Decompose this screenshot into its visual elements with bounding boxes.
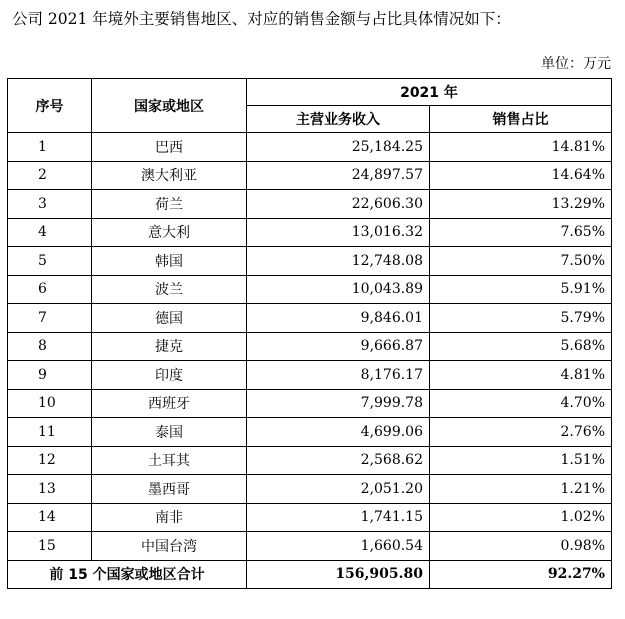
row-region: 荷兰 [92, 190, 247, 219]
row-no: 5 [8, 247, 92, 276]
header-row-1 [8, 79, 612, 106]
row-no: 14 [8, 503, 92, 532]
row-share: 5.68% [430, 332, 612, 361]
table-row [8, 475, 612, 504]
table-row [8, 161, 612, 190]
row-revenue: 2,568.62 [247, 446, 430, 475]
row-revenue: 10,043.89 [247, 275, 430, 304]
row-revenue: 1,741.15 [247, 503, 430, 532]
table-row [8, 389, 612, 418]
row-no: 15 [8, 532, 92, 561]
row-share: 0.98% [430, 532, 612, 561]
row-region: 德国 [92, 304, 247, 333]
table-row [8, 275, 612, 304]
row-share: 4.81% [430, 361, 612, 390]
unit-label: 单位：万元 [541, 56, 611, 72]
row-share: 14.64% [430, 161, 612, 190]
row-no: 12 [8, 446, 92, 475]
row-region: 捷克 [92, 332, 247, 361]
row-share: 5.91% [430, 275, 612, 304]
row-no: 10 [8, 389, 92, 418]
row-no: 1 [8, 133, 92, 162]
row-share: 1.21% [430, 475, 612, 504]
intro-text: 公司 2021 年境外主要销售地区、对应的销售金额与占比具体情况如下： [12, 10, 511, 28]
row-revenue: 4,699.06 [247, 418, 430, 447]
row-revenue: 9,846.01 [247, 304, 430, 333]
row-revenue: 24,897.57 [247, 161, 430, 190]
header-share: 销售占比 [430, 106, 612, 133]
total-revenue: 156,905.80 [247, 560, 430, 588]
table-row [8, 361, 612, 390]
row-revenue: 25,184.25 [247, 133, 430, 162]
row-share: 1.02% [430, 503, 612, 532]
total-label: 前 15 个国家或地区合计 [8, 560, 247, 588]
table-row [8, 446, 612, 475]
row-region: 波兰 [92, 275, 247, 304]
row-region: 墨西哥 [92, 475, 247, 504]
table-row [8, 418, 612, 447]
row-revenue: 2,051.20 [247, 475, 430, 504]
row-no: 7 [8, 304, 92, 333]
row-no: 9 [8, 361, 92, 390]
row-region: 巴西 [92, 133, 247, 162]
row-share: 7.50% [430, 247, 612, 276]
table-row [8, 503, 612, 532]
table-row [8, 304, 612, 333]
table-row [8, 247, 612, 276]
row-share: 1.51% [430, 446, 612, 475]
row-revenue: 9,666.87 [247, 332, 430, 361]
row-share: 5.79% [430, 304, 612, 333]
row-region: 土耳其 [92, 446, 247, 475]
row-region: 意大利 [92, 218, 247, 247]
header-no: 序号 [8, 79, 92, 133]
row-revenue: 12,748.08 [247, 247, 430, 276]
total-row [8, 560, 612, 588]
table-row [8, 133, 612, 162]
row-no: 13 [8, 475, 92, 504]
row-revenue: 13,016.32 [247, 218, 430, 247]
row-region: 澳大利亚 [92, 161, 247, 190]
header-year: 2021 年 [247, 79, 612, 106]
table-row [8, 190, 612, 219]
row-region: 西班牙 [92, 389, 247, 418]
row-revenue: 8,176.17 [247, 361, 430, 390]
row-region: 印度 [92, 361, 247, 390]
table-row [8, 532, 612, 561]
total-share: 92.27% [430, 560, 612, 588]
table-row [8, 218, 612, 247]
row-share: 14.81% [430, 133, 612, 162]
sales-table [7, 78, 612, 589]
row-region: 泰国 [92, 418, 247, 447]
row-no: 4 [8, 218, 92, 247]
row-region: 南非 [92, 503, 247, 532]
table-row [8, 332, 612, 361]
row-share: 2.76% [430, 418, 612, 447]
row-revenue: 7,999.78 [247, 389, 430, 418]
row-no: 11 [8, 418, 92, 447]
row-revenue: 1,660.54 [247, 532, 430, 561]
row-share: 13.29% [430, 190, 612, 219]
row-share: 4.70% [430, 389, 612, 418]
row-region: 中国台湾 [92, 532, 247, 561]
row-share: 7.65% [430, 218, 612, 247]
row-revenue: 22,606.30 [247, 190, 430, 219]
row-no: 2 [8, 161, 92, 190]
row-no: 8 [8, 332, 92, 361]
header-region: 国家或地区 [92, 79, 247, 133]
row-no: 3 [8, 190, 92, 219]
header-revenue: 主营业务收入 [247, 106, 430, 133]
row-region: 韩国 [92, 247, 247, 276]
row-no: 6 [8, 275, 92, 304]
